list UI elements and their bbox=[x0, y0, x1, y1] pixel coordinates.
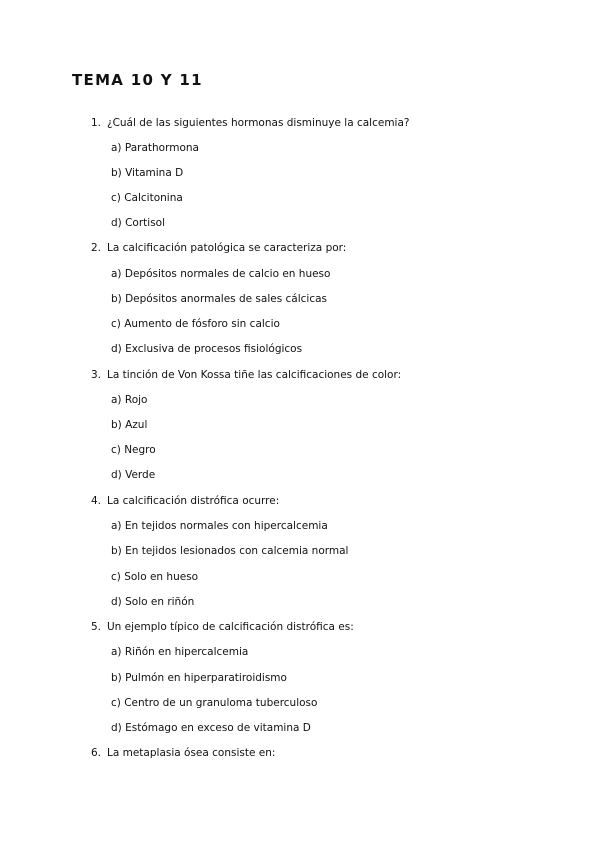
option-1a: a) Parathormona bbox=[111, 142, 199, 154]
option-3d: d) Verde bbox=[111, 469, 156, 481]
option-1b: b) Vitamina D bbox=[111, 167, 184, 179]
option-4b: b) En tejidos lesionados con calcemia normal bbox=[111, 545, 349, 557]
option-4a: a) En tejidos normales con hipercalcemia bbox=[111, 520, 328, 532]
option-1c: c) Calcitonina bbox=[111, 192, 183, 204]
question-text: La metaplasia ósea consiste en: bbox=[107, 747, 276, 759]
question-number: 1. bbox=[91, 117, 102, 129]
question-number: 3. bbox=[91, 369, 102, 381]
option-3b: b) Azul bbox=[111, 419, 148, 431]
question-text: ¿Cuál de las siguientes hormonas disminuye la calcemia? bbox=[107, 117, 410, 129]
option-5a: a) Riñón en hipercalcemia bbox=[111, 646, 249, 658]
option-2a: a) Depósitos normales de calcio en hueso bbox=[111, 268, 331, 280]
question-number: 5. bbox=[91, 621, 102, 633]
question-number: 6. bbox=[91, 747, 102, 759]
option-4c: c) Solo en hueso bbox=[111, 571, 199, 583]
option-2c: c) Aumento de fósforo sin calcio bbox=[111, 318, 280, 330]
question-text: La tinción de Von Kossa tiñe las calcificaciones de color: bbox=[107, 369, 402, 381]
option-2b: b) Depósitos anormales de sales cálcicas bbox=[111, 293, 328, 305]
question-text: La calcificación distrófica ocurre: bbox=[107, 495, 280, 507]
option-5d: d) Estómago en exceso de vitamina D bbox=[111, 722, 311, 734]
question-number: 4. bbox=[91, 495, 102, 507]
option-4d: d) Solo en riñón bbox=[111, 596, 195, 608]
option-3a: a) Rojo bbox=[111, 394, 148, 406]
option-1d: d) Cortisol bbox=[111, 217, 166, 229]
option-5c: c) Centro de un granuloma tuberculoso bbox=[111, 697, 318, 709]
question-text: La calcificación patológica se caracteriza por: bbox=[107, 242, 347, 254]
question-number: 2. bbox=[91, 242, 102, 254]
option-2d: d) Exclusiva de procesos fisiológicos bbox=[111, 343, 303, 355]
option-3c: c) Negro bbox=[111, 444, 156, 456]
question-text: Un ejemplo típico de calcificación distrófica es: bbox=[107, 621, 354, 633]
option-5b: b) Pulmón en hiperparatiroidismo bbox=[111, 672, 287, 684]
page-title: TEMA 10 Y 11 bbox=[72, 71, 203, 89]
